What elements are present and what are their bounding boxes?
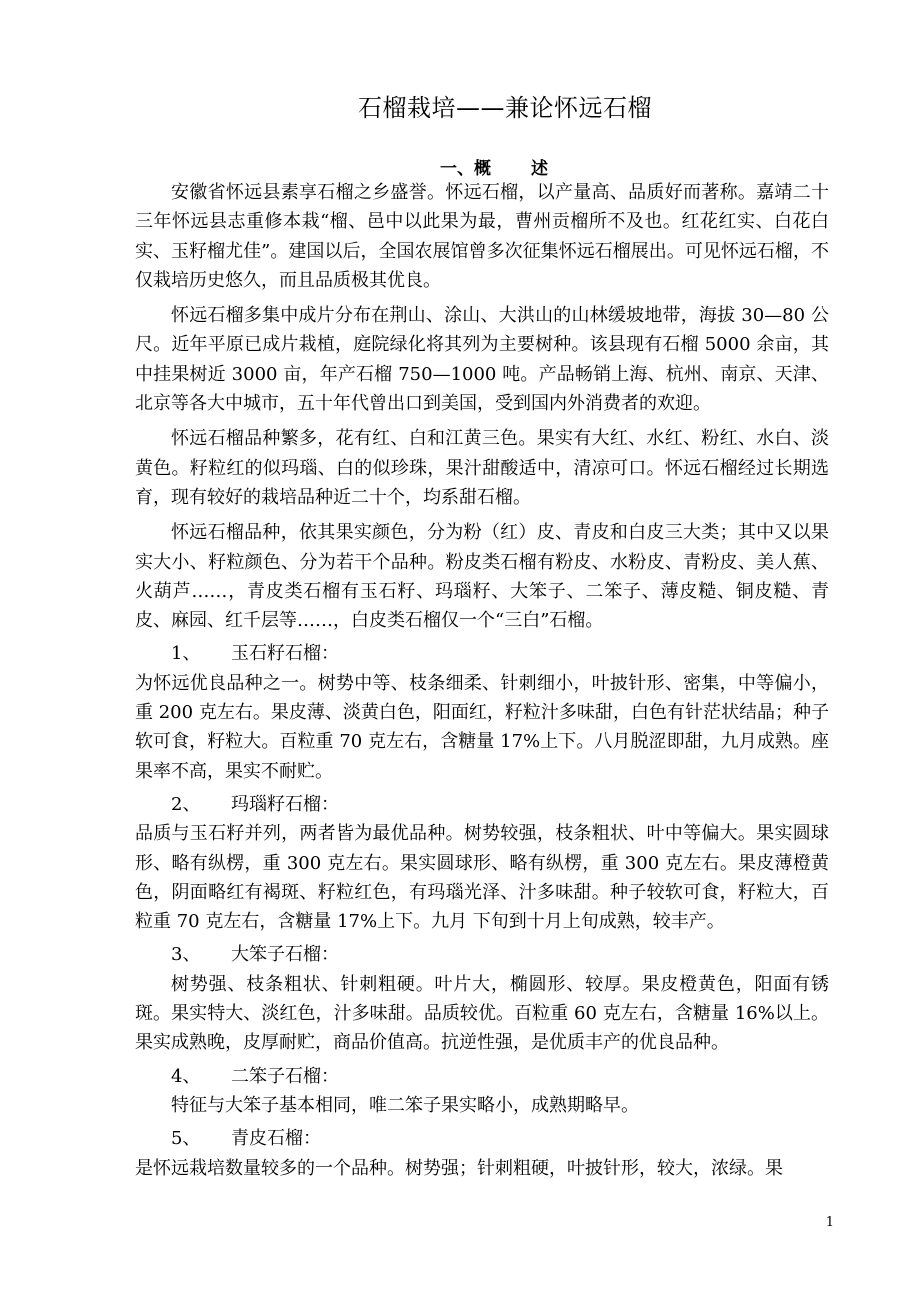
variety-name: 玉石籽石榴： (231, 643, 339, 665)
document-title: 石榴栽培——兼论怀远石榴 (358, 94, 652, 122)
intro-paragraph: 怀远石榴多集中成片分布在荆山、涂山、大洪山的山林缓坡地带，海拔 30—80 公尺。近年平原已成片栽植，庭院绿化将其列为主要树种。该县现有石榴 5000 余亩，其中挂果树近 3000 亩，年产石榴 750—1000 吨。产品畅销上海、杭州、南京、天津、北京等各大中城市，五十年代曾出口到美国，受到国内外消费者的欢迎。 (135, 305, 829, 415)
intro-paragraph: 怀远石榴品种，依其果实颜色，分为粉（红）皮、青皮和白皮三大类；其中又以果实大小、籽粒颜色、分为若干个品种。粉皮类石榴有粉皮、水粉皮、青粉皮、美人蕉、火葫芦……，青皮类石榴有玉石籽、玛瑙籽、大笨子、二笨子、薄皮糙、铜皮糙、青皮、麻园、红千层等……，白皮类石榴仅一个“三白”石榴。 (135, 522, 829, 632)
variety-description: 为怀远优良品种之一。树势中等、枝条细柔、针刺细小，叶披针形、密集，中等偏小，重 200 克左右。果皮薄、淡黄白色，阳面红，籽粒汁多味甜，白色有针茫状结晶；种子软可食，籽粒大。百粒重 70 克左右，含糖量 17%上下。八月脱涩即甜，九月成熟。座果率不高，果实不耐贮。 (135, 672, 829, 782)
variety-number: 4、 (171, 1065, 201, 1087)
variety-number: 1、 (171, 643, 201, 665)
intro-paragraph: 安徽省怀远县素享石榴之乡盛誉。怀远石榴，以产量高、品质好而著称。嘉靖二十三年怀远县志重修本栽“榴、邑中以此果为最，曹州贡榴所不及也。红花红实、白花白实、玉籽榴尤佳”。建国以后，全国农展馆曾多次征集怀远石榴展出。可见怀远石榴，不仅栽培历史悠久，而且品质极其优良。 (135, 182, 829, 291)
page-number: 1 (825, 1215, 834, 1230)
variety-description: 特征与大笨子基本相同，唯二笨子果实略小，成熟期略早。 (171, 1094, 639, 1116)
variety-heading (135, 790, 829, 819)
variety-description: 树势强、枝条粗状、针刺粗硬。叶片大，椭圆形、较厚。果皮橙黄色，阳面有锈斑。果实特大、淡红色，汁多味甜。品质较优。百粒重 60 克左右，含糖量 16%以上。果实成熟晚，皮厚耐贮，商品价值高。抗逆性强，是优质丰产的优良品种。 (135, 973, 829, 1054)
section-heading-label: 述 (531, 159, 548, 179)
variety-number: 2、 (171, 793, 201, 815)
document-body (135, 178, 829, 1183)
variety-number: 3、 (171, 944, 201, 966)
variety-name: 二笨子石榴： (231, 1065, 339, 1087)
variety-heading (135, 940, 829, 969)
intro-paragraph: 怀远石榴品种繁多，花有红、白和江黄三色。果实有大红、水红、粉红、水白、淡黄色。籽粒红的似玛瑙、白的似珍珠，果汁甜酸适中，清凉可口。怀远石榴经过长期选育，现有较好的栽培品种近二十个，均系甜石榴。 (135, 428, 829, 508)
variety-description: 品质与玉石籽并列，两者皆为最优品种。树势较强，枝条粗状、叶中等偏大。果实圆球形、略有纵楞，重 300 克左右。果实圆球形、略有纵楞，重 300 克左右。果皮薄橙黄色，阴面略红有褐斑、籽粒红色，有玛瑙光泽、汁多味甜。种子较软可食，籽粒大，百粒重 70 克左右，含糖量 17%上下。九月 下旬到十月上旬成熟，较丰产。 (135, 823, 829, 933)
variety-heading (135, 1062, 829, 1091)
variety-number: 5、 (171, 1128, 201, 1150)
variety-name: 青皮石榴： (231, 1128, 321, 1150)
variety-description: 是怀远栽培数量较多的一个品种。树势强；针刺粗硬，叶披针形，较大，浓绿。果 (135, 1157, 783, 1179)
variety-name: 玛瑙籽石榴： (231, 793, 339, 815)
section-heading (440, 154, 548, 179)
variety-heading (135, 1124, 829, 1153)
variety-name: 大笨子石榴： (231, 944, 339, 966)
variety-heading (135, 639, 829, 668)
section-heading-number: 一、概 (440, 159, 491, 179)
